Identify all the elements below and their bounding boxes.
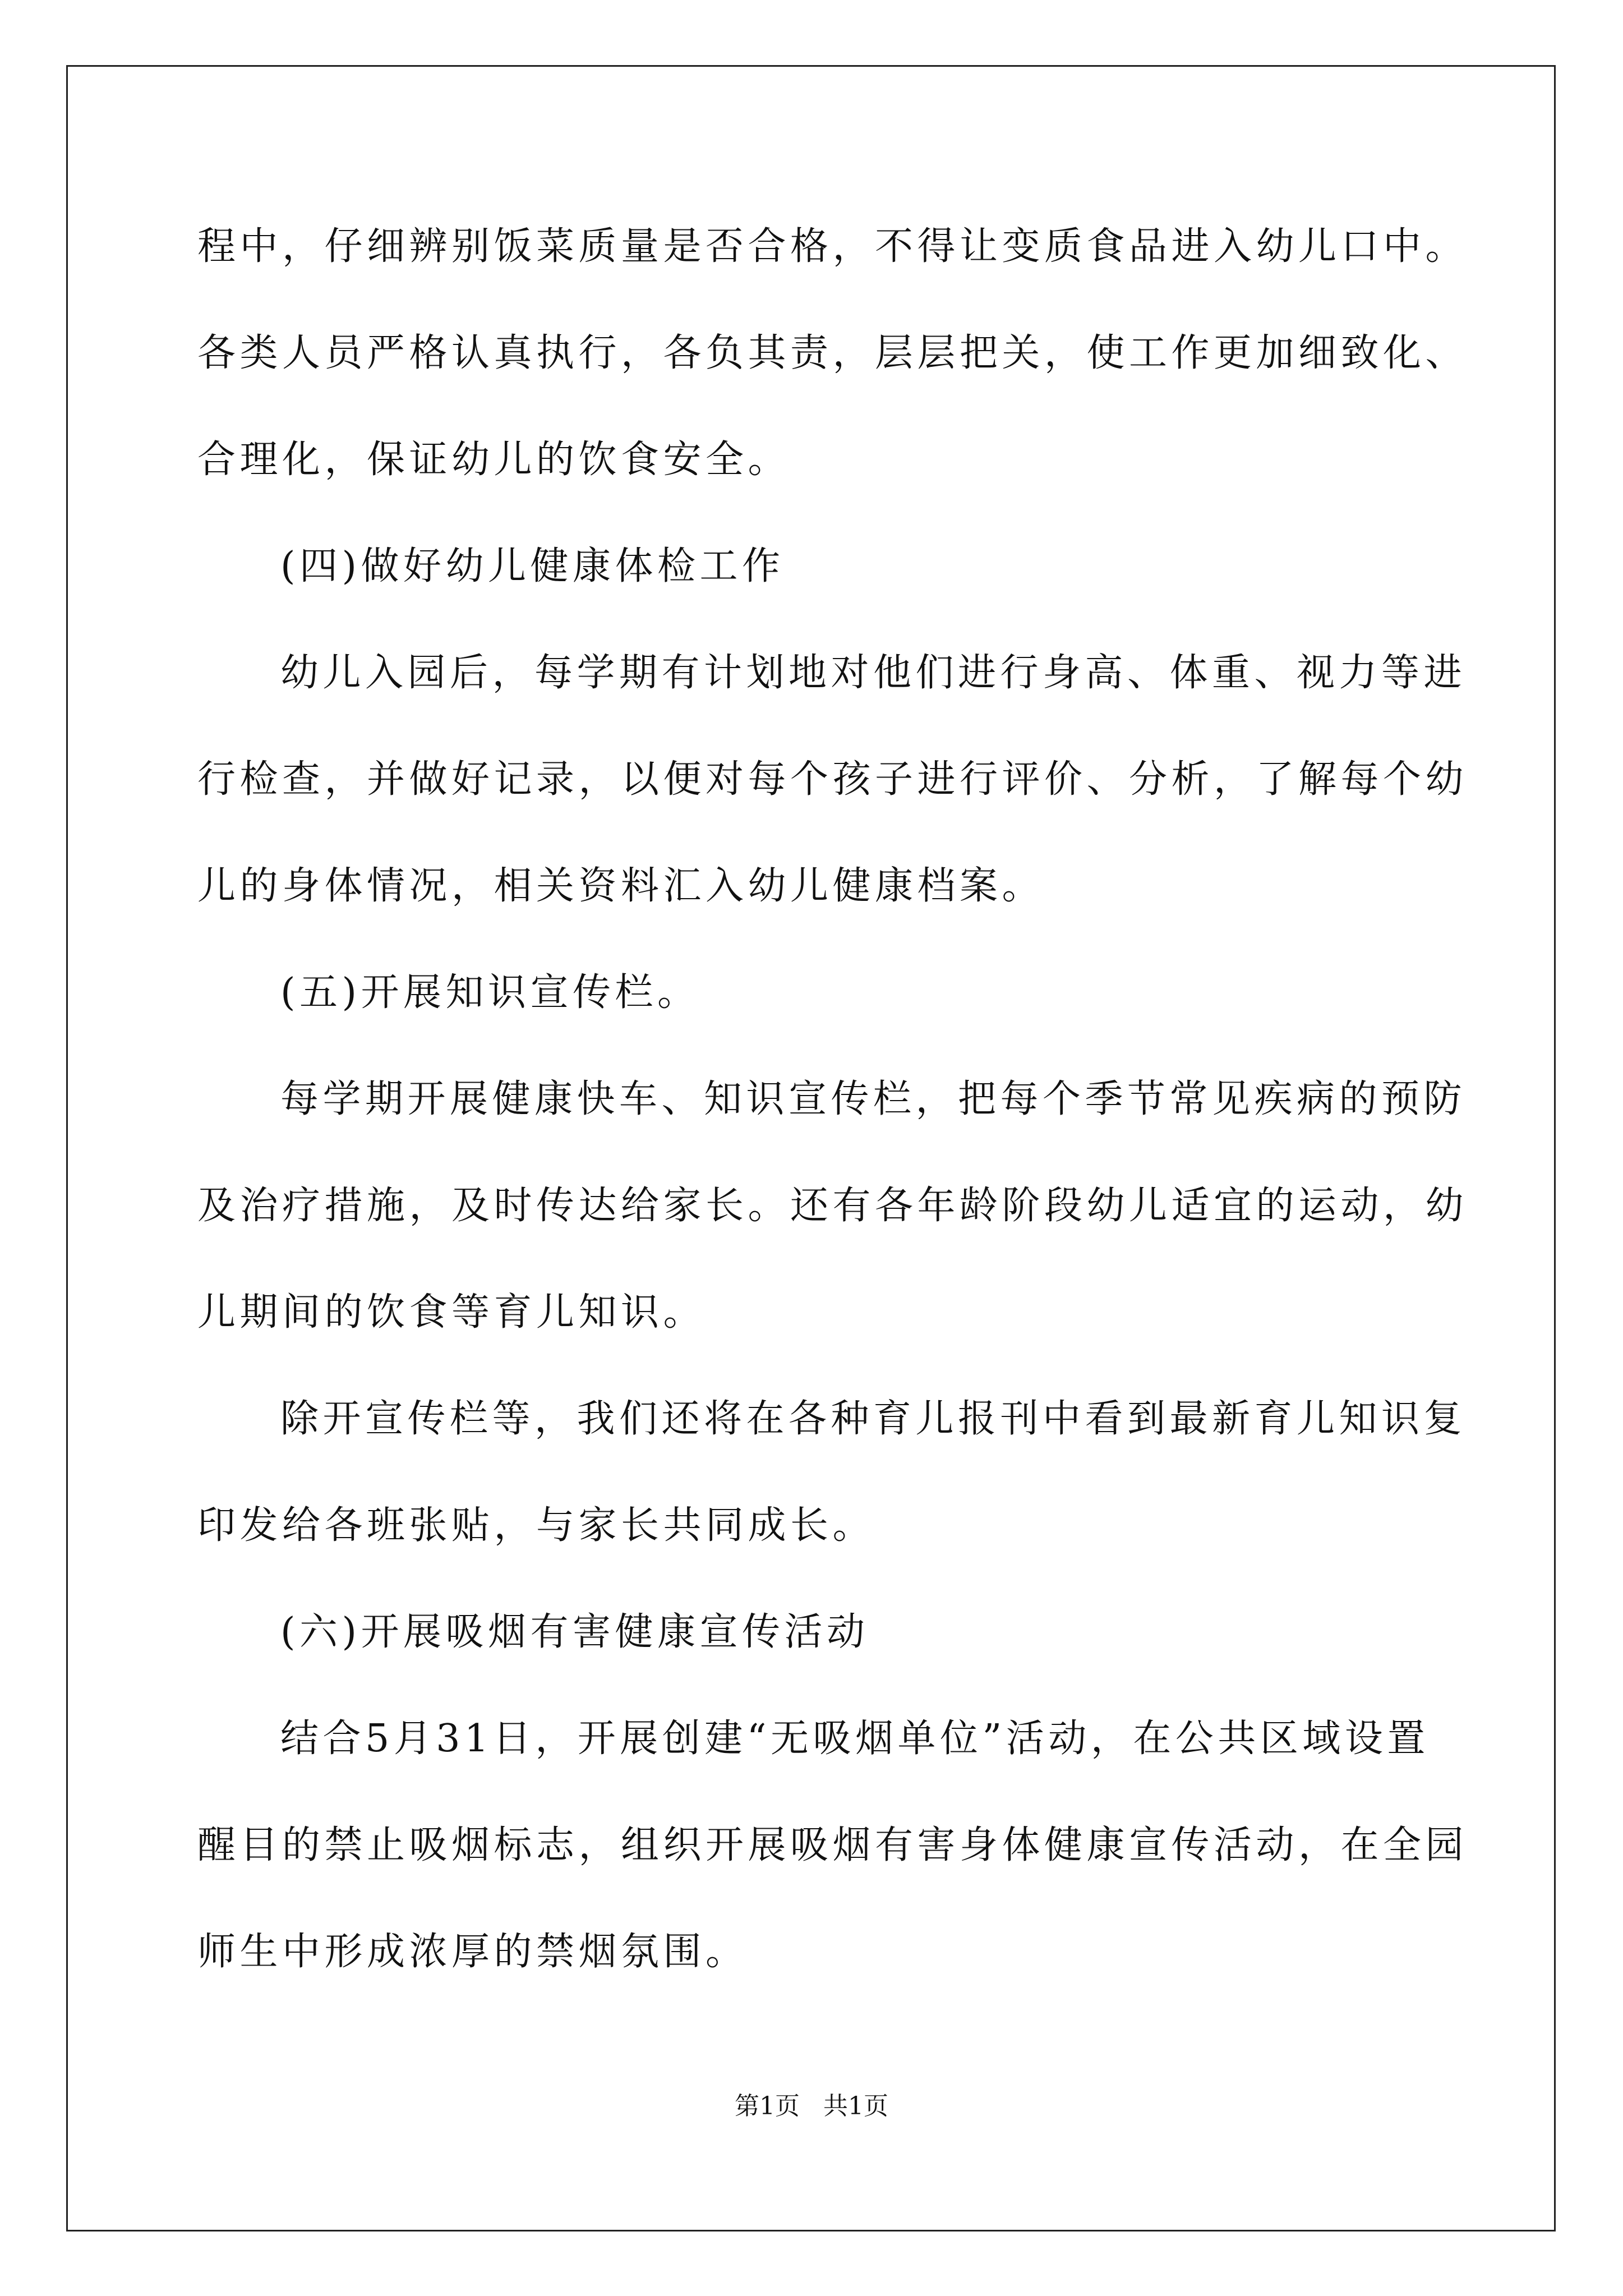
section-heading: (五)开展知识宣传栏。 bbox=[280, 970, 700, 1015]
section-heading: (六)开展吸烟有害健康宣传活动 bbox=[280, 1610, 869, 1654]
body-line: 幼儿入园后，每学期有计划地对他们进行身高、体重、视力等进 bbox=[280, 651, 1467, 695]
body-line: 结合5月31日，开展创建“无吸烟单位”活动，在公共区域设置 bbox=[280, 1717, 1430, 1761]
body-line: 醒目的禁止吸烟标志，组织开展吸烟有害身体健康宣传活动，在全园 bbox=[197, 1823, 1468, 1867]
body-line: 及治疗措施，及时传达给家长。还有各年龄阶段幼儿适宜的运动，幼 bbox=[197, 1184, 1468, 1228]
body-line: 儿的身体情况，相关资料汇入幼儿健康档案。 bbox=[197, 864, 1045, 908]
body-line: 印发给各班张贴，与家长共同成长。 bbox=[197, 1503, 875, 1548]
body-line: 行检查，并做好记录，以便对每个孩子进行评价、分析，了解每个幼 bbox=[197, 757, 1468, 802]
page-footer: 第1页 共1页 bbox=[735, 2092, 888, 2120]
page-border bbox=[66, 65, 1556, 2231]
body-line: 师生中形成浓厚的禁烟氛围。 bbox=[197, 1930, 748, 1974]
body-line: 合理化，保证幼儿的饮食安全。 bbox=[197, 438, 791, 482]
body-line: 除开宣传栏等，我们还将在各种育儿报刊中看到最新育儿知识复 bbox=[280, 1397, 1467, 1441]
body-line: 每学期开展健康快车、知识宣传栏，把每个季节常见疾病的预防 bbox=[280, 1077, 1467, 1121]
body-line: 儿期间的饮食等育儿知识。 bbox=[197, 1290, 706, 1335]
body-line: 各类人员严格认真执行，各负其责，层层把关，使工作更加细致化、 bbox=[197, 331, 1468, 375]
body-line: 程中，仔细辨别饭菜质量是否合格，不得让变质食品进入幼儿口中。 bbox=[197, 224, 1468, 269]
section-heading: (四)做好幼儿健康体检工作 bbox=[280, 544, 785, 588]
